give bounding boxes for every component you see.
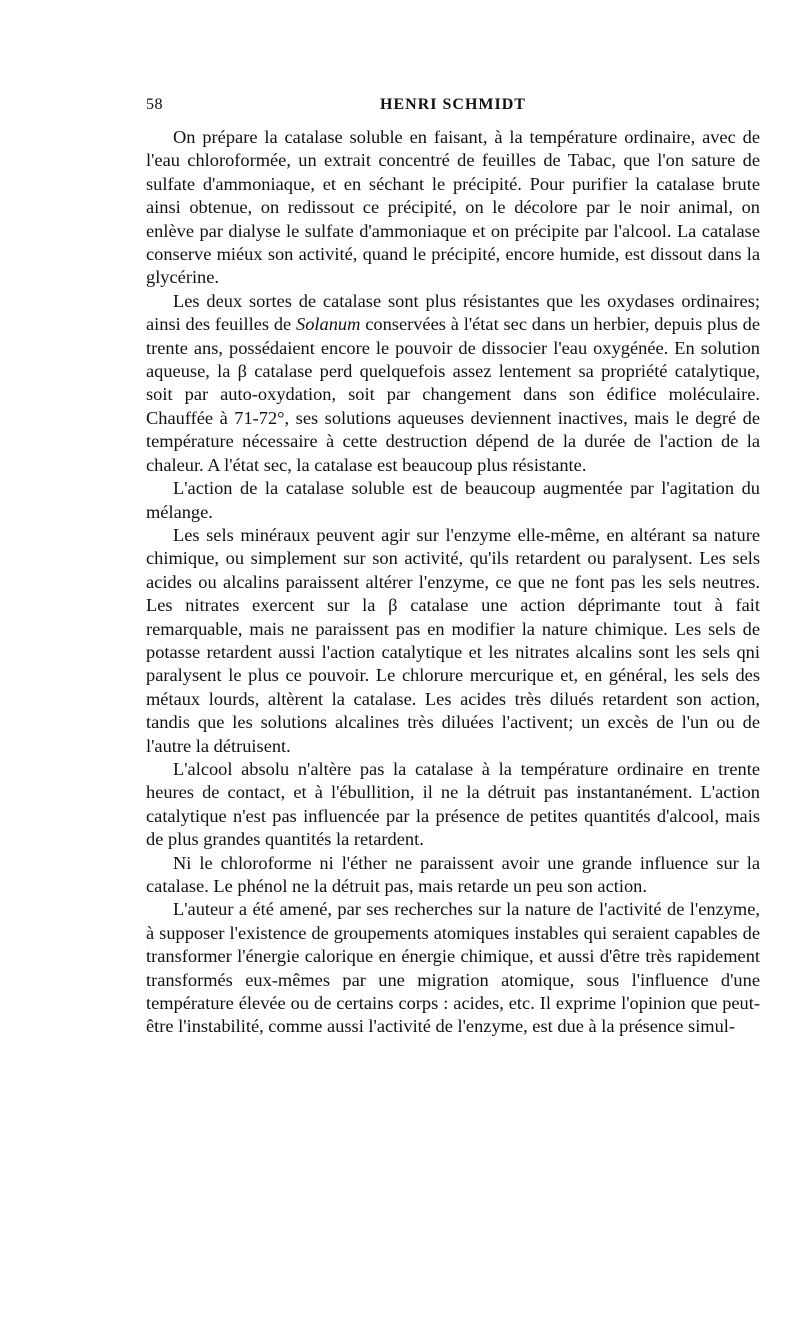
paragraph [146,524,760,758]
page [146,96,760,1039]
paragraph-text: L'auteur a été amené, par ses recherches sur la nature de l'activité de l'enzyme, à supposer l'existence de groupements atomiques instables qui seraient capables de transformer l'énergie calorique en énergie chimique, et aussi d'être très rapidement transformés eux-mêmes par une migration atomique, sous l'influence d'une température élevée ou de certains corps : acides, etc. Il exprime l'opinion que peut-être l'instabilité, comme aussi l'activité de l'enzyme, est due à la présence simul- [146,899,760,1037]
paragraph-text: Ni le chloroforme ni l'éther ne paraissent avoir une grande influence sur la catalase. Le phénol ne la détruit pas, mais retarde un peu son action. [146,852,760,896]
paragraph [146,898,760,1038]
paragraph [146,126,760,290]
running-title-author: HENRI SCHMIDT [380,96,526,113]
paragraph [146,477,760,524]
paragraph [146,852,760,899]
paragraph-text: Les deux sortes de catalase sont plus résistantes que les oxydases ordinaires; ainsi des feuilles de [146,290,760,335]
body-text [146,126,760,1039]
paragraph-text: On prépare la catalase soluble en faisant, à la température ordinaire, avec de l'eau chloroformée, un extrait concentré de feuilles de Tabac, que l'on sature de sulfate d'ammoniaque, et en séchant le précipité. Pour purifier la catalase brute ainsi obtenue, on redissout ce précipité, on le décolore par le noir animal, on enlève par dialyse le sulfate d'ammoniaque et on précipite par l'alcool. La catalase conserve miéux son activité, quand le précipité, encore humide, est dissout dans la glycérine. [146,127,760,288]
paragraph [146,758,760,852]
paragraph-text: conservées à l'état sec dans un herbier, depuis plus de trente ans, possédaient encore le pouvoir de dissocier l'eau oxygénée. En solution aqueuse, la β catalase perd quelquefois assez lentement sa propriété catalytique, soit par auto-oxydation, soit par changement dans son édifice moléculaire. Chauffée à 71-72°, ses solutions aqueuses deviennent inactives, mais le degré de température nécessaire à cette destruction dépend de la durée de l'action de la chaleur. A l'état sec, la catalase est beaucoup plus résistante. [146,314,760,475]
italic-term: Solanum [296,314,361,335]
paragraph [146,290,760,477]
paragraph-text: Les sels minéraux peuvent agir sur l'enzyme elle-même, en altérant sa nature chimique, ou simplement sur son activité, qu'ils retardent ou paralysent. Les sels acides ou alcalins paraissent altérer l'enzyme, ce que ne font pas les sels neutres. Les nitrates exercent sur la β catalase une action déprimante tout à fait remarquable, mais ne paraissent pas en modifier la nature chimique. Les sels de potasse retardent aussi l'action catalytique et les nitrates alcalins sont les sels qni paralysent le plus ce pouvoir. Le chlorure mercurique et, en général, les sels des métaux lourds, altèrent la catalase. Les acides très dilués retardent son action, tandis que les solutions alcalines très diluées l'activent; un excès de l'un ou de l'autre la détruisent. [146,524,760,756]
page-number: 58 [146,96,163,113]
running-header [146,96,760,118]
paragraph-text: L'action de la catalase soluble est de beaucoup augmentée par l'agitation du mélange. [146,478,760,522]
paragraph-text: L'alcool absolu n'altère pas la catalase à la température ordinaire en trente heures de contact, et à l'ébullition, il ne la détruit pas instantanément. L'action catalytique n'est pas influencée par la présence de petites quantités d'alcool, mais de plus grandes quantités la retardent. [146,758,760,850]
